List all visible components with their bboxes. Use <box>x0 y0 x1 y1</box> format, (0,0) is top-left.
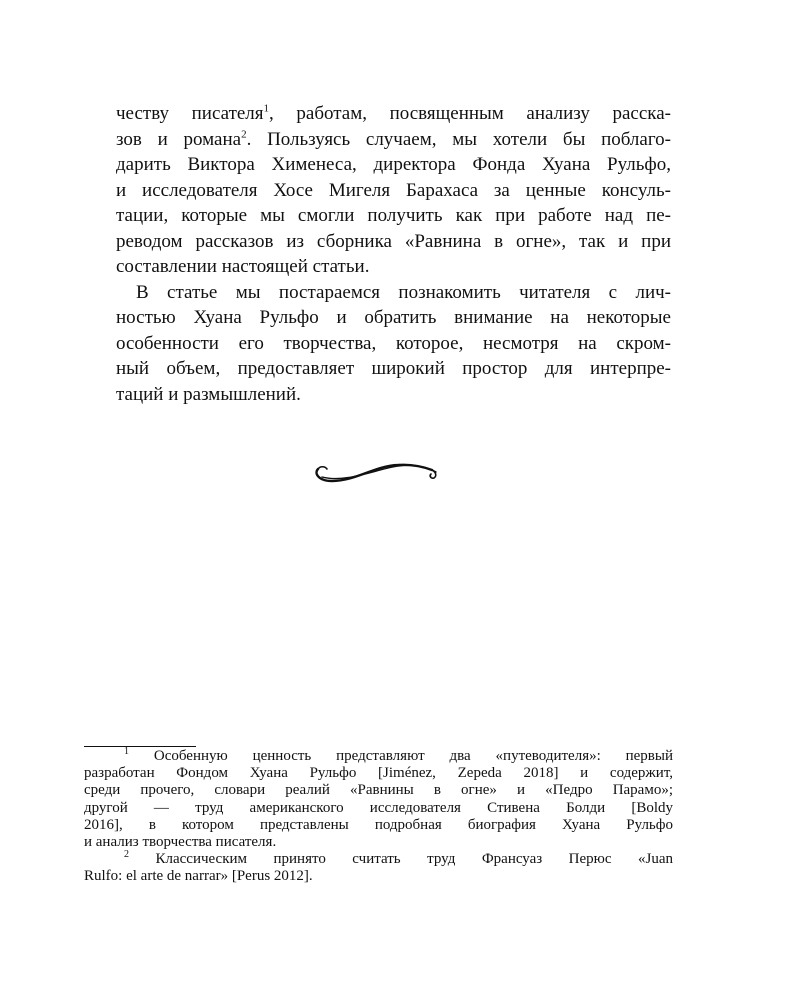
footnotes <box>84 748 673 886</box>
text-line: и исследователя Хосе Мигеля Барахаса за ценные консуль- <box>116 179 671 201</box>
text-line <box>116 127 671 153</box>
footnote-ref-1: 1 <box>263 102 270 115</box>
footnote-2 <box>84 851 673 885</box>
text-segment: Классическим принято считать труд Франсуаз Перюс «Juan <box>155 851 673 868</box>
main-text <box>116 101 671 407</box>
footnote-line: Rulfo: el arte de narrar» [Perus 2012]. <box>84 868 313 885</box>
paragraph-2 <box>116 280 671 408</box>
text-line: таций и размышлений. <box>116 383 301 405</box>
text-segment: Особенную ценность представляют два «путеводителя»: первый <box>153 748 673 764</box>
text-segment: , работам, посвященным анализу расска- <box>269 103 671 124</box>
footnote-ref-2: 2 <box>241 128 247 141</box>
footnote-line: другой — труд американского исследователя Стивена Болди [Boldy <box>84 799 673 816</box>
text-segment: . Пользуясь случаем, мы хотели бы поблаго- <box>246 128 671 150</box>
footnote-line <box>84 851 673 868</box>
footnote-marker: 1 <box>124 746 129 757</box>
text-line <box>116 101 671 127</box>
text-segment: честву писателя <box>116 103 264 124</box>
paragraph-1 <box>116 101 671 280</box>
text-line: ностью Хуана Рульфо и обратить внимание на некоторые <box>116 307 671 328</box>
text-line: В статье мы постараемся познакомить читателя с лич- <box>136 281 671 303</box>
text-segment: зов и романа <box>116 128 242 150</box>
footnote-line: 2016], в котором представлены подробная биография Хуана Рульфо <box>84 816 673 833</box>
text-line: реводом рассказов из сборника «Равнина в огне», так и при <box>116 230 671 252</box>
footnote-line: разработан Фондом Хуана Рульфо [Jiménez, Zepeda 2018] и содержит, <box>84 765 673 782</box>
footnote-marker: 2 <box>124 849 129 861</box>
text-line: особенности его творчества, которое, несмотря на скром- <box>116 332 671 354</box>
footnote-line: среди прочего, словари реалий «Равнины в огне» и «Педро Парамо»; <box>84 782 673 799</box>
text-line: дарить Виктора Хименеса, директора Фонда Хуана Рульфо, <box>116 154 671 175</box>
footnote-separator <box>84 746 196 747</box>
swash-ornament-icon <box>312 458 442 488</box>
footnote-1 <box>84 748 673 851</box>
footnote-line <box>84 748 673 765</box>
text-line: составлении настоящей статьи. <box>116 256 370 277</box>
footnote-line: и анализ творчества писателя. <box>84 833 277 850</box>
text-line: тации, которые мы смогли получить как при работе над пе- <box>116 205 671 226</box>
text-line: ный объем, предоставляет широкий простор для интерпре- <box>116 358 671 379</box>
